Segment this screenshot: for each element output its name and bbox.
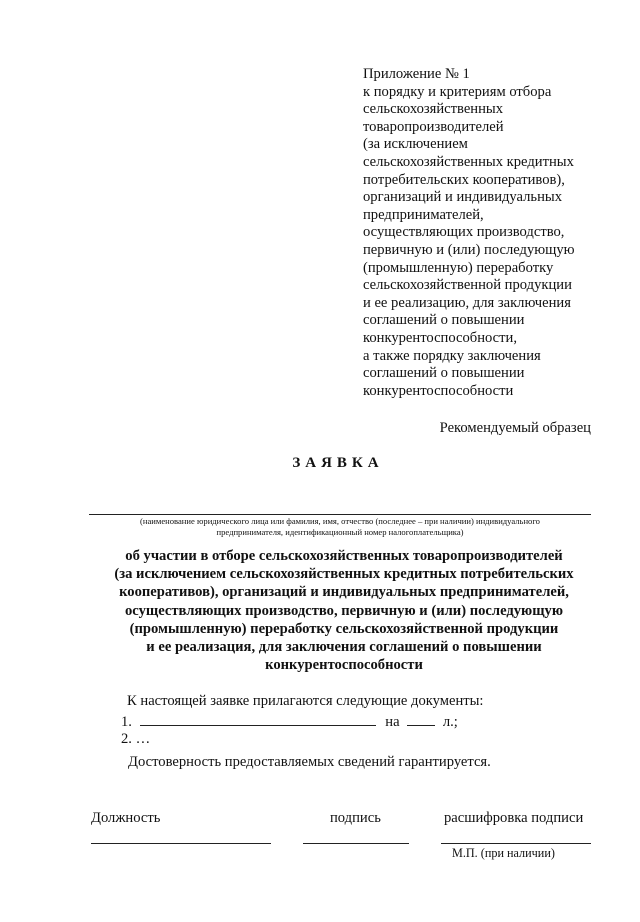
annex-line: и ее реализацию, для заключения <box>363 294 571 311</box>
annex-line: первичную и (или) последующую <box>363 241 575 258</box>
annex-line: сельскохозяйственных кредитных <box>363 153 574 170</box>
attachment-item-1 <box>121 711 458 731</box>
annex-line: предпринимателей, <box>363 206 484 223</box>
annex-line: осуществляющих производство, <box>363 224 565 241</box>
position-signature-line[interactable] <box>91 843 271 844</box>
attachment-item-2: 2. … <box>121 731 151 747</box>
applicant-name-line <box>89 514 591 515</box>
annex-line: а также порядку заключения <box>363 347 541 364</box>
applicant-caption-line: (наименование юридического лица или фамилия, имя, отчество (последнее – при наличии) индивидуального <box>140 516 540 526</box>
attachment-sheets-blank[interactable] <box>407 711 435 726</box>
annex-line: Приложение № 1 <box>363 66 470 82</box>
subject-line: об участии в отборе сельскохозяйственных товаропроизводителей <box>125 548 563 564</box>
annex-line: сельскохозяйственной продукции <box>363 277 572 294</box>
annex-line: конкурентоспособности, <box>363 329 517 346</box>
annex-line: соглашений о повышении <box>363 365 525 382</box>
application-subject <box>60 547 628 674</box>
position-label: Должность <box>91 810 161 826</box>
annex-line: организаций и индивидуальных <box>363 189 562 206</box>
applicant-caption <box>80 516 600 538</box>
document-title: ЗАЯВКА <box>292 455 384 471</box>
signature-label: подпись <box>330 810 381 826</box>
annex-line: к порядку и критериям отбора <box>363 83 552 100</box>
annex-line: потребительских кооперативов), <box>363 171 565 188</box>
signature-line[interactable] <box>303 843 409 844</box>
annex-header <box>363 66 633 400</box>
attachment-sheets-label: л.; <box>442 714 458 730</box>
subject-line: и ее реализация, для заключения соглашений о повышении <box>146 639 542 656</box>
attachment-on-label: на <box>385 714 400 730</box>
applicant-caption-line: предпринимателя, идентификационный номер налогоплательщика) <box>216 527 464 537</box>
seal-note: М.П. (при наличии) <box>452 846 555 860</box>
recommended-sample-label: Рекомендуемый образец <box>439 420 591 436</box>
attachments-intro: К настоящей заявке прилагаются следующие документы: <box>127 693 484 709</box>
subject-line: (промышленную) переработку сельскохозяйственной продукции <box>129 620 559 637</box>
signature-decoding-line[interactable] <box>441 843 591 844</box>
attachment-item-number: 1. <box>121 714 132 730</box>
annex-line: товаропроизводителей <box>363 118 504 135</box>
subject-line: осуществляющих производство, первичную и (или) последующую <box>125 602 563 619</box>
guarantee-statement: Достоверность предоставляемых сведений гарантируется. <box>128 754 491 770</box>
subject-line: кооперативов), организаций и индивидуальных предпринимателей, <box>119 584 569 601</box>
attachment-name-blank[interactable] <box>140 711 376 726</box>
annex-line: конкурентоспособности <box>363 382 514 399</box>
annex-line: сельскохозяйственных <box>363 101 504 118</box>
subject-line: конкурентоспособности <box>265 657 423 674</box>
annex-line: соглашений о повышении <box>363 312 525 329</box>
signature-decoding-label: расшифровка подписи <box>444 810 584 826</box>
annex-line: (промышленную) переработку <box>363 259 554 276</box>
subject-line: (за исключением сельскохозяйственных кредитных потребительских <box>114 566 574 583</box>
annex-line: (за исключением <box>363 136 468 153</box>
